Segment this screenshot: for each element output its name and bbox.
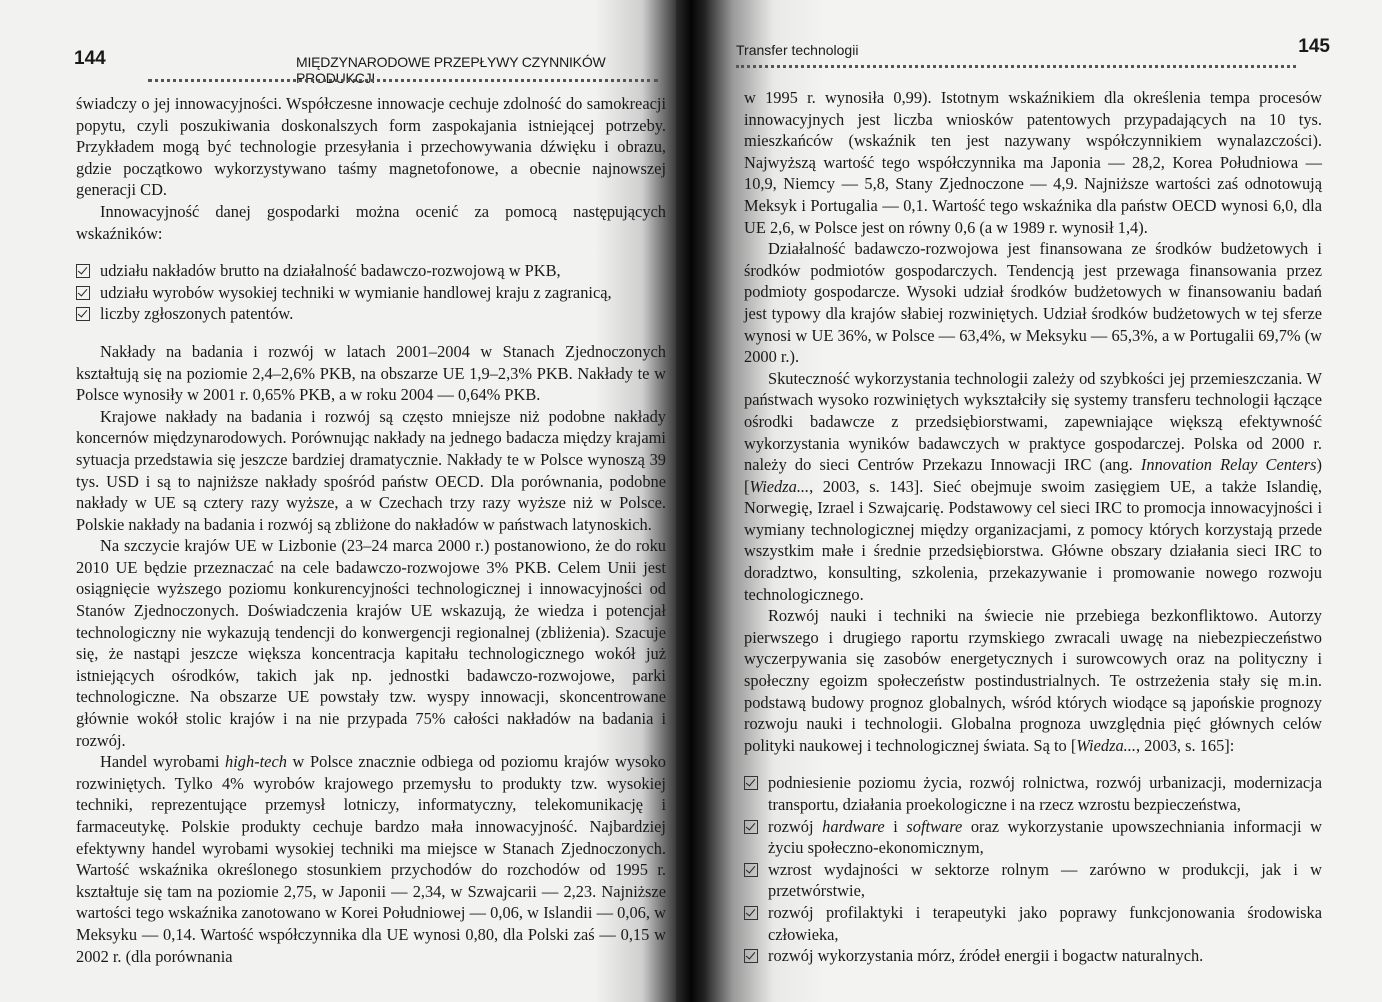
page-number: 145 (1298, 36, 1330, 57)
list-item: podniesienie poziomu życia, rozwój rolnictwa, rozwój urbanizacji, modernizacja transportu, działania proekologiczne i na rzecz wzrostu bezpieczeństwa, (744, 772, 1322, 815)
paragraph: Nakłady na badania i rozwój w latach 2001–2004 w Stanach Zjednoczonych kształtują się na poziomie 2,4–2,6% PKB, na obszarze UE 1,9–2,3% PKB. Nakłady te w Polsce wynosiły w 2001 r. 0,65% PKB, a w roku 2004 — 0,64% PKB. (76, 341, 666, 405)
paragraph: Handel wyrobami high-tech w Polsce znacznie odbiega od poziomu krajów wysoko rozwiniętych. Tylko 4% wyrobów krajowego przemysłu to produkty tzw. wysokiej techniki, reprezentujące przemysł lotniczy, informatyczny, telekomunikację i farmaceutykę. Polskie produkty cechuje bardzo mała innowacyjność. Najbardziej efektywny handel wyrobami wysokiej techniki ma miejsce w Stanach Zjednoczonych. Wartość wskaźnika określonego stosunkiem przychodów do rozchodów od 1995 r. kształtuje się tam na poziomie 2,75, w Japonii — 2,34, w Szwajcarii — 2,23. Najniższe wartości tego wskaźnika zanotowano w Korei Południowej — 0,06, w Islandii — 0,06, w Meksyku — 0,14. Wartość współczynnika dla UE wynosi 0,80, dla Polski zaś — 0,15 w 2002 r. (dla porównania (76, 752, 666, 966)
paragraph: Na szczycie krajów UE w Lizbonie (23–24 marca 2000 r.) postanowiono, że do roku 2010 UE będzie przeznaczać na cele badawczo-rozwojowe 3% PKB. Celem Unii jest osiągnięcie wyższego poziomu konkurencyjności technologicznej i innowacyjności od Stanów Zjednoczonych. Doświadczenia krajów UE wskazują, że wiedza i potencjał technologiczny nie wykazują tendencji do konwergencji regionalnej (zbliżenia). Szacuje się, że nastąpi jeszcze większa koncentracja kapitału technologicznego wokół już istniejących ośrodków, takich jak np. jednostki badawczo-rozwojowe, parki technologiczne. Na obszarze UE powstały tzw. wyspy innowacji, skoncentrowane głównie wokół stolic krajów i na nie przypada 75% całości nakładów na badania i rozwój. (76, 536, 666, 750)
body-text (76, 93, 666, 967)
list-item: rozwój hardware i software oraz wykorzystanie upowszechniania informacji w życiu społeczno-ekonomicznym, (744, 816, 1322, 859)
list-item: liczby zgłoszonych patentów. (76, 303, 666, 325)
body-text (744, 87, 1322, 967)
header-rule (736, 65, 1296, 68)
list-item: wzrost wydajności w sektorze rolnym — zarówno w produkcji, jak i w przetwórstwie, (744, 859, 1322, 902)
checkbox-icon (76, 307, 90, 321)
running-head: Transfer technologii (736, 42, 859, 58)
goals-list (744, 772, 1322, 966)
checkbox-icon (744, 863, 758, 877)
checkbox-icon (744, 776, 758, 790)
indicator-list (76, 260, 666, 325)
paragraph: Innowacyjność danej gospodarki można ocenić za pomocą następujących wskaźników: (76, 201, 666, 243)
paragraph: Skuteczność wykorzystania technologii zależy od szybkości jej przemieszczania. W państwach wysoko rozwiniętych wykształciły się systemy transferu technologii łączące ośrodki badawcze z przedsiębiorstwami, zapewniające większą efektywność wykorzystania wyników badawczych w praktyce gospodarczej. Polska od 2000 r. należy do sieci Centrów Przekazu Innowacji IRC (ang. Innovation Relay Centers) [Wiedza..., 2003, s. 143]. Sieć obejmuje swoim zasięgiem UE, a także Islandię, Norwegię, Izrael i Szwajcarię. Podstawowy cel sieci IRC to promocja innowacyjności i wymiany technologicznej między organizacjami, z pomocy których korzystają przede wszystkim małe i średnie przedsiębiorstwa. Główne obszary działania sieci IRC to doradztwo, konsulting, szkolenia, przekazywanie i promowanie nowego rozwoju technologicznego. (744, 368, 1322, 604)
left-page (0, 0, 676, 1002)
paragraph: Rozwój nauki i techniki na świecie nie przebiega bezkonfliktowo. Autorzy pierwszego i drugiego raportu rzymskiego zwracali uwagę na niebezpieczeństwo wyczerpywania się zasobów energetycznych i surowcowych oraz na polityczny i społeczny egoizm społeczeństw postindustrialnych. Te ostrzeżenia stały się m.in. podstawą budowy prognoz globalnych, wśród których wiodące są japońskie prognozy rozwoju nauki i technologii. Globalna prognoza uwzględnia pięć głównych celów polityki naukowej i technologicznej świata. Są to [Wiedza..., 2003, s. 165]: (744, 606, 1322, 755)
paragraph: Działalność badawczo-rozwojowa jest finansowana ze środków budżetowych i środków podmiotów gospodarczych. Tendencją jest przewaga finansowania przez podmioty gospodarcze. Wysoki udział środków budżetowych w finansowaniu badań jest typowy dla krajów słabiej rozwiniętych. Udział środków budżetowych w tej sferze wynosi w UE 36%, w Polsce — 63,4%, w Meksyku — 65,3%, a w Portugalii 69,7% (w 2000 r.). (744, 239, 1322, 367)
checkbox-icon (744, 820, 758, 834)
list-item: rozwój wykorzystania mórz, źródeł energii i bogactw naturalnych. (744, 945, 1322, 967)
paragraph: Krajowe nakłady na badania i rozwój są często mniejsze niż podobne nakłady koncernów międzynarodowych. Porównując nakłady na jednego badacza między krajami sytuacja przedstawia się jeszcze bardziej dramatycznie. Nakłady te w Polsce wynoszą 39 tys. USD i są to najniższe nakłady spośród państw OECD. Dla porównania, podobne nakłady w UE są cztery razy wyższe, a w Czechach trzy razy wyższe niż w Polsce. Polskie nakłady na badania i rozwój są zbliżone do nakładów w państwach latynoskich. (76, 406, 666, 534)
paragraph: świadczy o jej innowacyjności. Współczesne innowacje cechuje zdolność do samokreacji popytu, czyli poszukiwania doskonalszych form zaspokajania istniejącej potrzeby. Przykładem mogą być technologie przesyłania i przechowywania dźwięku i obrazu, gdzie początkowo wykorzystywano taśmy magnetofonowe, a obecnie najnowszej generacji CD. (76, 94, 666, 200)
right-page (706, 0, 1382, 1002)
page-number: 144 (74, 48, 106, 69)
checkbox-icon (744, 906, 758, 920)
header-rule (148, 79, 658, 82)
running-head: MIĘDZYNARODOWE PRZEPŁYWY CZYNNIKÓW PRODUKCJI (296, 54, 606, 86)
list-item: rozwój profilaktyki i terapeutyki jako poprawy funkcjonowania środowiska człowieka, (744, 902, 1322, 945)
book-gutter (676, 0, 706, 1002)
paragraph: w 1995 r. wynosiła 0,99). Istotnym wskaźnikiem dla określenia tempa procesów innowacyjnych jest liczba wniosków patentowych przypadających na 10 tys. mieszkańców (wskaźnik ten jest nazywany współczynnikiem wynalazczości). Najwyższą wartość tego współczynnika ma Japonia — 28,2, Korea Południowa — 10,9, Niemcy — 5,8, Stany Zjednoczone — 4,9. Najniższe wartości zaś odnotowują Meksyk i Portugalia — 0,1. Wartość tego wskaźnika dla państw OECD wynosi 6,0, dla UE 2,6, w Polsce jest on równy 0,6 (a w 1989 r. wynosił 1,4). (744, 88, 1322, 237)
list-item: udziału nakładów brutto na działalność badawczo-rozwojową w PKB, (76, 260, 666, 282)
checkbox-icon (76, 264, 90, 278)
checkbox-icon (744, 949, 758, 963)
list-item: udziału wyrobów wysokiej techniki w wymianie handlowej kraju z zagranicą, (76, 282, 666, 304)
checkbox-icon (76, 286, 90, 300)
